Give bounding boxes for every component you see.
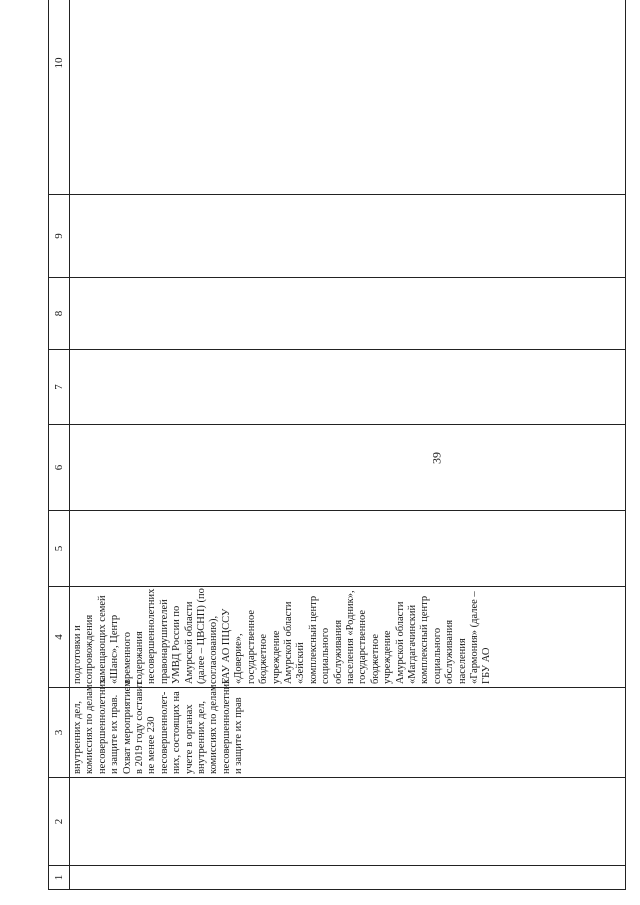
- text-line: населения: [456, 638, 468, 684]
- text-line: «Гармония» (далее –: [469, 591, 480, 684]
- text-line: населения «Родник»,: [344, 590, 356, 684]
- text-line: УМВД России по: [171, 605, 183, 684]
- page-number: 39: [429, 452, 444, 464]
- program-table: [48, 0, 626, 890]
- text-line: учреждение: [270, 630, 282, 684]
- text-line: и защите их прав.: [109, 694, 121, 774]
- text-line: внутренних дел,: [196, 700, 208, 774]
- header-col-4: 4: [49, 587, 70, 688]
- cell-col-10: [70, 0, 626, 195]
- text-line: подготовки и: [72, 625, 83, 684]
- text-line: ГБУ АО: [481, 647, 493, 684]
- text-line: социального: [431, 627, 443, 684]
- cell-col-5: [70, 511, 626, 587]
- text-line: бюджетное: [258, 633, 270, 684]
- header-col-9: 9: [49, 195, 70, 278]
- header-col-1: 1: [49, 866, 70, 890]
- rotated-table-frame: [48, 32, 626, 890]
- cell-col-4-text: [70, 587, 494, 687]
- text-line: правонарушителей: [158, 599, 170, 684]
- text-line: несовершеннолетних: [220, 678, 232, 774]
- text-line: государственное: [357, 609, 369, 684]
- text-line: Охват мероприятием: [121, 680, 133, 774]
- text-line: Амурской области: [394, 601, 406, 684]
- text-line: бюджетное: [369, 633, 381, 684]
- text-line: комиссиях по делам: [84, 684, 96, 774]
- text-line: «Магдагачинский: [406, 604, 418, 684]
- text-line: комиссиях по делам: [208, 684, 220, 774]
- text-line: сопровождения: [84, 614, 96, 684]
- header-col-3: 3: [49, 688, 70, 778]
- text-line: замещающих семей: [96, 595, 108, 684]
- header-col-8: 8: [49, 278, 70, 350]
- text-line: обслуживания: [444, 619, 456, 684]
- header-col-6: 6: [49, 425, 70, 511]
- text-line: «Шанс», Центр: [109, 614, 121, 684]
- text-line: Амурской области: [183, 601, 195, 684]
- text-line: социального: [320, 627, 332, 684]
- text-line: согласованию),: [208, 615, 220, 684]
- text-line: «Зейский: [295, 642, 307, 684]
- text-line: в 2019 году составит: [134, 681, 146, 774]
- text-line: государственное: [245, 609, 257, 684]
- text-line: учреждение: [382, 630, 394, 684]
- text-line: несовершеннолетних: [96, 678, 108, 774]
- cell-col-6: [70, 425, 626, 511]
- text-line: временного: [121, 632, 133, 684]
- text-line: и защите их прав: [233, 697, 245, 774]
- text-line: «Доверие»,: [233, 633, 245, 684]
- text-line: Амурской области: [282, 601, 294, 684]
- text-line: комплексный центр: [307, 595, 319, 684]
- cell-col-8: [70, 278, 626, 350]
- header-col-10: 10: [49, 0, 70, 195]
- text-line: несовершеннолетних: [146, 588, 158, 684]
- text-line: учете в органах: [183, 704, 195, 774]
- cell-col-1: [70, 866, 626, 890]
- text-line: (далее – ЦВСНП) (по: [196, 588, 208, 684]
- cell-col-3-text: [70, 678, 246, 777]
- text-line: комплексный центр: [419, 595, 431, 684]
- text-line: них, состоящих на: [171, 691, 183, 774]
- text-line: ГАУ АО ПЦССУ: [220, 608, 232, 684]
- text-line: обслуживания: [332, 619, 344, 684]
- text-line: не менее 230: [146, 716, 158, 774]
- table-row: [70, 0, 626, 890]
- header-col-7: 7: [49, 350, 70, 425]
- text-line: содержания: [134, 631, 146, 684]
- cell-col-2: [70, 778, 626, 866]
- text-line: внутренних дел,: [72, 700, 83, 774]
- table-container: [48, 32, 626, 890]
- text-line: несовершеннолет-: [158, 691, 170, 774]
- cell-col-4: [70, 587, 626, 688]
- header-row: [49, 0, 70, 890]
- header-col-2: 2: [49, 778, 70, 866]
- header-col-5: 5: [49, 511, 70, 587]
- cell-col-3: [70, 678, 626, 778]
- cell-col-9: [70, 195, 626, 278]
- cell-col-7: [70, 350, 626, 425]
